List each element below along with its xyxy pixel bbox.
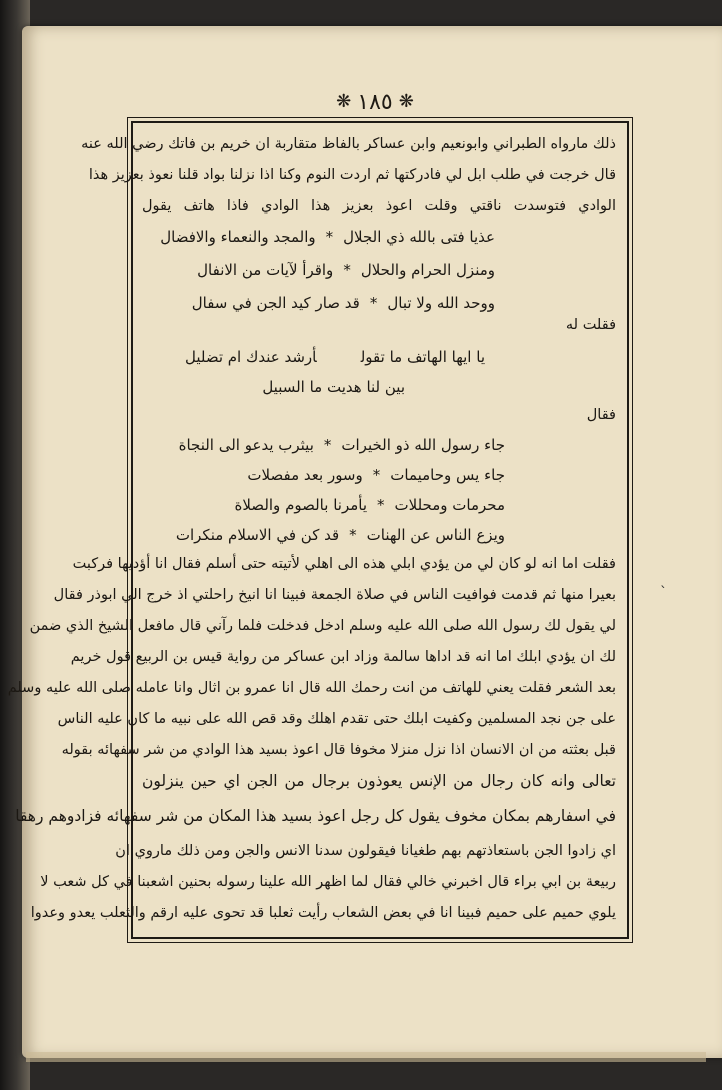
ornament-left: ❋	[336, 91, 352, 112]
page-header	[330, 88, 420, 116]
verse-first-hemistich: محرمات ومحللات	[394, 496, 505, 514]
ornament-right: ❋	[398, 91, 414, 112]
verse-second-hemistich: أرشد عندك ام تضليل	[184, 348, 317, 366]
verse-second-hemistich: والمجد والنعماء والافضال	[160, 228, 316, 246]
text-line: ربيعة بن ابي براء قال اخبرني خالي فقال لما اظهر الله علينا رسوله بحنين اشعبنا في كل شعب لا	[40, 874, 616, 890]
verse-second-hemistich: قد صار كيد الجن في سفال	[191, 294, 360, 312]
text-line: يلوي حميم على حميم فبينا انا في بعض الشعاب رأيت ثعلبا قد تحوى عليه ارقم والثعلب يعدو وعدوا	[30, 905, 616, 921]
verse-second-hemistich: يأمرنا بالصوم والصلاة	[234, 496, 367, 514]
verse-second-hemistich: قد كن في الاسلام منكرات	[175, 526, 340, 544]
verse-first-hemistich: جاء رسول الله ذو الخيرات	[341, 436, 505, 454]
star-separator: *	[369, 294, 378, 312]
text-line: قال خرجت في طلب ابل لي فادركتها ثم اردت النوم وكنا اذا نزلنا بواد قلنا نعوذ بعزيز هذا	[88, 167, 616, 183]
page-edge	[26, 1052, 706, 1062]
text-line: بعيرا منها ثم قدمت فوافيت الناس في صلاة الجمعة فبينا انا انيخ راحلتي اذ خرج الي ابوذر فقال	[53, 587, 616, 603]
star-separator: *	[372, 466, 381, 484]
text-line: ذلك مارواه الطبراني وابونعيم وابن عساكر بالفاظ متقاربة ان خريم بن فاتك رضي الله عنه	[81, 136, 616, 152]
verse-second-hemistich: بيثرب يدعو الى النجاة	[178, 436, 314, 454]
text-line-quran: تعالى وانه كان رجال من الإنس يعوذون برجال من الجن اي حين ينزلون	[142, 772, 616, 790]
star-separator: *	[325, 228, 334, 246]
verse-text: بين لنا هديت ما السبيل	[262, 378, 405, 396]
poem-verse	[179, 430, 505, 460]
section-label: فقلت له	[565, 317, 616, 333]
verse-second-hemistich: وسور بعد مفصلات	[247, 466, 363, 484]
page-number: ١٨٥	[357, 89, 393, 115]
verse-first-hemistich: ووحد الله ولا تبال	[387, 294, 495, 312]
poem-verse	[262, 372, 405, 402]
star-separator: *	[377, 496, 385, 514]
text-line: الوادي فتوسدت ناقتي وقلت اعوذ بعزيز هذا الوادي فاذا هاتف يقول	[142, 198, 616, 214]
text-line: قبل بعثته من ان الانسان اذا نزل منزلا مخوفا قال اعوذ بسيد هذا الوادي من شر سفهائه بقوله	[61, 742, 616, 758]
verse-second-hemistich: واقرأ لآيات من الانفال	[197, 261, 334, 279]
section-label: فقال	[586, 407, 616, 423]
star-separator: *	[343, 261, 351, 279]
text-line: اي زادوا الجن باستعاذتهم بهم طغيانا فيقولون سدنا الانس والجن ومن ذلك ماروي ان	[115, 843, 616, 859]
text-line: بعد الشعر فقلت يعني للهاتف من انت رحمك الله قال انا عمرو بن اثال وانا عامله صلى الله عليه وسلم	[7, 680, 616, 696]
poem-verse	[247, 460, 505, 490]
star-separator: *	[349, 526, 357, 544]
margin-mark: ˋ	[660, 585, 667, 601]
poem-verse	[197, 255, 495, 285]
verse-first-hemistich: عذيا فتى بالله ذي الجلال	[343, 228, 495, 246]
text-line: فقلت اما انه لو كان لي من يؤدي ابلي هذه الى اهلي لأتيته حتى أسلم فقال انا أؤديها فركبت	[72, 556, 616, 572]
verse-first-hemistich: جاء يس وحاميمات	[390, 466, 505, 484]
poem-verse	[235, 490, 506, 520]
text-line: لي يقول لك رسول الله صلى الله عليه وسلم ادخل فدخلت فلما رآني قال مافعل الشيخ الذي ضمن	[29, 618, 616, 634]
text-line: على جن نجد المسلمين وكفيت ابلك حتى تقدم اهلك وقد قص الله على نبيه ما كان عليه الناس	[57, 711, 616, 727]
poem-verse	[176, 520, 505, 550]
poem-verse	[160, 222, 495, 252]
text-line: لك ان يؤدي ابلك اما انه قد اداها سالمة وزاد ابن عساكر من رواية قيس بن الربيع قول خريم	[70, 649, 616, 665]
verse-first-hemistich: ويزع الناس عن الهنات	[366, 526, 505, 544]
poem-verse	[185, 342, 485, 372]
star-separator: *	[323, 436, 332, 454]
verse-first-hemistich: يا ايها الهاتف ما تقول	[360, 348, 485, 366]
text-line-quran: في اسفارهم بمكان مخوف يقول كل رجل اعوذ بسيد هذا المكان من شر سفهائه فزادوهم رهقا	[15, 807, 616, 825]
verse-first-hemistich: ومنزل الحرام والحلال	[360, 261, 495, 279]
